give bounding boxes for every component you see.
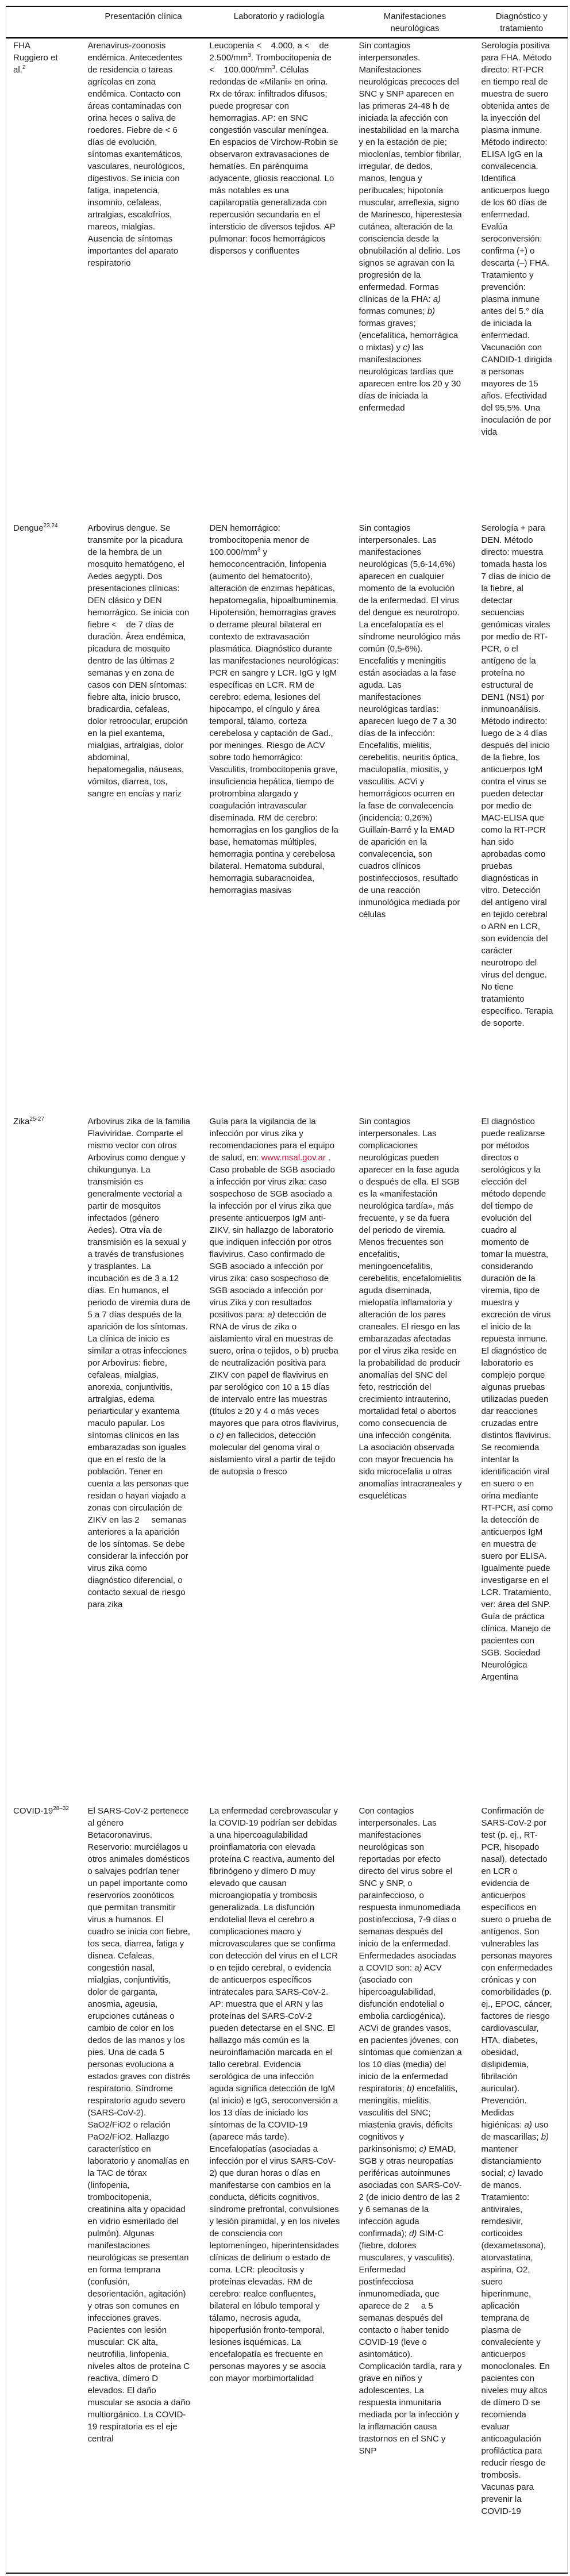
disease-name-cell <box>6 1804 83 2573</box>
list-marker: b) <box>427 306 436 316</box>
reference-superscript: 25-27 <box>29 1116 44 1122</box>
table-row-covid-19 <box>6 1804 568 2573</box>
msal-link[interactable]: www.msal.gov.ar <box>261 1152 326 1163</box>
cell-text: Arbovirus dengue. Se transmite por la picadura de la hembra de un mosquito hematógeno, el Aedes aegypti. Dos presentaciones clínicas: DEN clásico y DEN hemorrágico. Se inicia con fiebre < de 7 días de duración. Área endémica, picadura de mosquito dentro de las últimas 2 semanas y en zona de casos con DEN síntomas: fiebre alta, inicio brusco, bradicardia, cefaleas, dolor retroocular, erupción en la piel exantema, mialgias, artralgias, dolor abdominal, hepatomegalia, náuseas, vómitos, diarrea, tos, sangre en encías y nariz <box>87 523 190 799</box>
list-marker: c) <box>508 2168 515 2178</box>
table-header-row <box>6 6 568 38</box>
laboratorio-cell <box>205 1114 354 1804</box>
header-presentacion-clinica: Presentación clínica <box>105 12 182 21</box>
list-marker: a) <box>433 294 441 304</box>
header-diagnostico-tratamiento: Diagnóstico y tratamiento <box>495 12 548 33</box>
header-manifestaciones-neurologicas: Manifestaciones neurológicas <box>383 12 446 33</box>
disease-comparison-table <box>6 6 568 2574</box>
list-marker: c) <box>217 1430 224 1440</box>
cell-text: encefalitis, meningitis, mielitis, vasculitis del SNC; miastenia gravis, déficits cognitivos y parkinsonismo; <box>359 2083 458 2154</box>
list-marker: c) <box>419 2144 427 2154</box>
cell-text: EMAD, SGB y otras neuropatías periféricas autoinmunes asociadas con SARS-CoV-2 (de inicio dentro de las 2 y 6 semanas de la infección aguda confirmada); <box>359 2144 462 2238</box>
reference-superscript: 23,24 <box>43 522 58 529</box>
cell-text: . Caso probable de SGB asociado a infección por virus zika: caso sospechoso de SGB asociado a la infección por el virus zika que presente anticuerpos IgM anti-ZIKV, sin hallazgo de laboratorio que indiquen infección por otros flavivirus. Caso confirmado de SGB asociado a infección por virus zika: caso sospechoso de SGB asociado a infección por virus Zika y con resultados positivos para: <box>209 1152 335 1320</box>
table-row-zika <box>6 1114 568 1804</box>
disease-name: Zika <box>13 1116 30 1126</box>
cell-text: . Trombocitopenia de < 100.000/mm <box>209 53 332 75</box>
cell-text: El diagnóstico puede realizarse por métodos directos o serológicos y la elección del método depende del tiempo de evolución del cuadro al momento de tomar la muestra, considerando duración de la viremia, tipo de muestra y excreción de virus el inicio de la repuesta inmune. El diagnóstico de laboratorio es complejo porque algunas pruebas utilizadas pueden dar reacciones cruzadas entre distintos flavivirus. Se recomienda intentar la identificación viral en suero o en orina mediante RT-PCR, así como la detección de anticuerpos IgM en muestra de suero por ELISA. Igualmente puede investigarse en el LCR. Tratamiento, ver: área del SNP. Guía de práctica clínica. Manejo de pacientes con SGB. Sociedad Neurológica Argentina <box>481 1116 553 1682</box>
cell-text: SIM-C (fiebre, dolores musculares, y vasculitis). Enfermedad postinfecciosa inmunomediada, que aparece de 2 a 5 semanas después del contacto o haber tenido COVID-19 (leve o asintomático). Complicación tardía, rara y grave en niños y adolescentes. La respuesta inmunitaria mediada por la infección y la inflamación causa trastornos en el SNC y SNP <box>359 2228 462 2456</box>
presentacion-cell <box>83 1804 205 2573</box>
cell-text: Serología positiva para FHA. Método directo: RT-PCR en tiempo real de muestra de suero obtenida antes de la inyección del plasma inmune. Método indirecto: ELISA IgG en la convalecencia. Identifica anticuerpos luego de los 60 días de enfermedad. Evalúa seroconversión: confirma (+) o descarta (–) FHA. Tratamiento y prevención: plasma inmune antes del 5.° día de iniciada la enfermedad. Vacunación con CANDID-1 dirigida a personas mayores de 15 años. Efectividad del 95,5%. Una inoculación de por vida <box>481 41 552 437</box>
cell-text: Sin contagios interpersonales. Las complicaciones neurológicas pueden aparecer en la fase aguda o después de ella. El SGB es la «manifestación neurológica tardía», más frecuente, y se da fuera del periodo de viremia. Menos frecuentes son encefalitis, meningoencefalitis, cerebelitis, encefalomielitis aguda diseminada, mielopatía inflamatoria y alteración de los pares craneales. El riesgo en las embarazadas afectadas por el virus zika reside en la probabilidad de producir anomalías del SNC del feto, restricción del crecimiento intrauterino, mortalidad fetal o abortos como consecuencia de una infección congénita. La asociación observada con mayor frecuencia ha sido microcefalia u otras anomalías intracraneales y esqueléticas <box>359 1116 462 1501</box>
list-marker: a) <box>524 2119 532 2130</box>
table-row-fha <box>6 38 568 521</box>
superscript: 3 <box>248 52 251 59</box>
manifestaciones-cell <box>354 521 476 1114</box>
manifestaciones-cell <box>354 38 476 521</box>
cell-text: mantener distanciamiento social; <box>481 2144 541 2178</box>
list-marker: b) <box>406 2083 415 2094</box>
cell-text: La enfermedad cerebrovascular y la COVID-19 podrían ser debidas a una hipercoagulabilidad proinflamatoria con elevada proteína C reactiva, aumento del fibrinógeno y dímero D muy elevado que causan microangiopatía y trombosis generalizada. La disfunción endotelial lleva el cerebro a complicaciones macro y microvasculares que se confirma con detección del virus en el LCR o en tejido cerebral, o evidencia de anticuerpos específicos intratecales para SARS-CoV-2. AP: muestra que el ARN y las proteínas del SARS-CoV-2 pueden detectarse en el SNC. El hallazgo más común es la neuroinflamación marcada en el tallo cerebral. Evidencia serológica de una infección aguda significa detección de IgM (al inicio) e IgG, seroconversión a los 13 días de iniciado los síntomas de la COVID-19 (aparece más tarde). Encefalopatías (asociadas a infección por el virus SARS-CoV-2) que duran horas o días en manifestarse con cambios en la conducta, déficits cognitivos, síndrome prefrontal, convulsiones y lesión piramidal, y en los niveles de consciencia con leptomeníngeo, hiperintensidades clínicas de delirium o estado de coma. LCR: pleocitosis y proteínas elevadas. RM de cerebro: realce confluentes, bilateral en lóbulo temporal y tálamo, necrosis aguda, hipoperfusión fronto-temporal, lesiones isquémicas. La encefalopatía es frecuente en personas mayores y se asocia con mayor morbimortalidad <box>209 1805 340 2383</box>
list-marker: b) <box>541 2132 549 2142</box>
disease-reference: Ruggiero et al. <box>13 53 58 75</box>
header-laboratorio-radiologia: Laboratorio y radiología <box>233 12 325 21</box>
list-marker: d) <box>409 2228 417 2238</box>
disease-name: FHA <box>13 41 30 51</box>
header-disease <box>6 6 83 38</box>
cell-text: Leucopenia < 4.000, a < de 2.500/mm <box>209 41 329 63</box>
superscript: 3 <box>272 64 275 71</box>
disease-name-cell <box>6 38 83 521</box>
list-marker: a) <box>267 1309 275 1320</box>
list-marker: c) <box>403 343 410 352</box>
diagnostico-cell <box>476 38 568 521</box>
manifestaciones-cell <box>354 1114 476 1804</box>
disease-name: Dengue <box>13 523 44 533</box>
cell-text: Con contagios interpersonales. Las manifestaciones neurológicas son reportadas por efecto directo del virus sobre el SNC y SNP, o parainfeccioso, o respuesta inmunomediada postinfecciosa, 7-9 días o semanas después del inicio de la enfermedad. Enfermedades asociadas a COVID son: <box>359 1805 461 1973</box>
reference-superscript: 28–32 <box>53 1805 69 1812</box>
laboratorio-cell <box>205 521 354 1114</box>
reference-superscript: 2 <box>22 64 26 71</box>
presentacion-cell <box>83 521 205 1114</box>
cell-text: en fallecidos, detección molecular del genoma viral o aislamiento viral a partir de tejido de autopsia o fresco <box>209 1430 336 1477</box>
laboratorio-cell <box>205 1804 354 2573</box>
cell-text: Sin contagios interpersonales. Las manifestaciones neurológicas (5,6-14,6%) aparecen en cualquier momento de la evolución de la enfermedad. El virus del dengue es neurotropo. La encefalopatía es el síndrome neurológico más común (0,5-6%). Encefalitis y meningitis están asociadas a la fase aguda. Las manifestaciones neurológicas tardías: aparecen luego de 7 a 30 días de la infección: Encefalitis, mielitis, cerebelitis, neuritis óptica, maculopatía, miositis, y vasculitis. ACVi y hemorrágicos ocurren en la fase de convalecencia (incidencia: 0,26%) Guillain-Barré y la EMAD de aparición en la convalecencia, son cuadros clínicos postinfecciosos, resultado de una reacción inmunológica mediada por células <box>359 523 461 919</box>
disease-name: COVID-19 <box>13 1805 53 1816</box>
disease-name-cell <box>6 521 83 1114</box>
diagnostico-cell <box>476 1114 568 1804</box>
cell-text: DEN hemorrágico: trombocitopenia menor de 100.000/mm <box>209 523 310 557</box>
diagnostico-cell <box>476 521 568 1114</box>
diagnostico-cell <box>476 1804 568 2573</box>
cell-text: ACV (asociado con hipercoagulabilidad, disfunción endotelial o embolia cardiogénica). ACVi de grandes vasos, en pacientes jóvenes, con síntomas que comienzan a los 10 días (media) del inicio de la enfermedad respiratoria; <box>359 1962 462 2094</box>
superscript: 3 <box>257 546 261 553</box>
cell-text: Serología + para DEN. Método directo: muestra tomada hasta los 7 días de inicio de la fiebre, al detectar secuencias genómicas virales por medio de RT-PCR, o el antígeno de la proteína no estructural de DEN1 (NS1) por inmunoanálisis. Método indirecto: luego de ≥ 4 días después del inicio de la fiebre, los anticuerpos IgM contra el virus se pueden detectar por medio de MAC-ELISA que como la RT-PCR han sido aprobadas como pruebas diagnósticas in vitro. Detección del antígeno viral en tejido cerebral o ARN en LCR, son evidencia del carácter neurotropo del virus del dengue. No tiene tratamiento específico. Terapia de soporte. <box>481 523 553 1028</box>
cell-text: El SARS-CoV-2 pertenece al género Betacoronavirus. Reservorio: murciélagos u otros animales domésticos o salvajes podrían tener un papel importante como reservorios zoonóticos que permitan transmitir virus a humanos. El cuadro se inicia con fiebre, tos seca, diarrea, fatiga y disnea. Cefaleas, congestión nasal, mialgias, conjuntivitis, dolor de garganta, anosmia, ageusia, erupciones cutáneas o cambio de color en los dedos de las manos y los pies. Una de cada 5 personas evoluciona a estados graves con distrés respiratorio. Síndrome respiratorio agudo severo (SARS-CoV-2). SaO2/FiO2 o relación PaO2/FiO2. Hallazgo característico en laboratorio y anomalías en la TAC de tórax (linfopenia, trombocitopenia, creatinina alta y opacidad en vidrio esmerilado del pulmón). Algunas manifestaciones neurológicas se presentan en forma temprana (confusión, desorientación, agitación) y otras son comunes en infecciones graves. Pacientes con lesión muscular: CK alta, neutrofilia, linfopenia, niveles altos de proteína C reactiva, dímero D elevados. El daño muscular se asocia a daño multiorgánico. La COVID-19 respiratoria es el eje central <box>87 1805 190 2444</box>
cell-text: Confirmación de SARS-CoV-2 por test (p. ej., RT-PCR, hisopado nasal), detectado en LCR o evidencia de anticuerpos específicos en suero o prueba de antígenos. Son vulnerables las personas mayores con enfermedades crónicas y con comorbilidades (p. ej., EPOC, cáncer, factores de riesgo cardiovascular, HTA, diabetes, obesidad, dislipidemia, fibrilación auricular). Prevención. Medidas higiénicas: <box>481 1805 553 2130</box>
cell-text: y hemoconcentración, linfopenia (aumento del hematocrito), alteración de enzimas hepáticas, hepatomegalia, hipoalbuminemia. Hipotensión, hemorragias graves o derrame pleural bilateral en contexto de extravasación plasmática. Diagnóstico durante las manifestaciones neurológicas: PCR en sangre y LCR. IgG y IgM específicas en LCR. RM de cerebro: edema, lesiones del hipocampo, el cíngulo y área temporal, tálamo, corteza cerebelosa y captación de Gad., por meninges. Riesgo de ACV sobre todo hemorrágico: Vasculitis, trombocitopenia grave, insuficiencia hepática, tiempo de protrombina alargado y coagulación intravascular diseminada. RM de cerebro: hemorragias en los ganglios de la base, hematomas múltiples, hemorragia pontina y cerebelosa bilateral. Hematoma subdural, hemorragia subaracnoidea, hemorragias masivas <box>209 547 339 895</box>
cell-text: formas graves; (encefalítica, hemorrágica o mixtas) y <box>359 319 459 352</box>
cell-text: detección de RNA de virus de zika o aislamiento viral en muestras de suero, orina o tejidos, o b) prueba de neutralización positiva para ZIKV con papel de flavivirus en par serológico con 10 a 15 días de intervalo entre las muestras (títulos ≥ 20 y 4 o más veces mayores que para otros flavivirus, o <box>209 1309 339 1440</box>
manifestaciones-cell <box>354 1804 476 2573</box>
cell-text: las manifestaciones neurológicas tardías que aparecen entre los 20 y 30 días de iniciada la enfermedad <box>359 343 461 413</box>
presentacion-cell <box>83 1114 205 1804</box>
cell-text: uso de mascarillas; <box>481 2119 549 2142</box>
cell-text: Arenavirus-zoonosis endémica. Antecedentes de residencia o tareas agrícolas en zona endémica. Contacto con áreas contaminadas con orina heces o saliva de roedores. Fiebre de < 6 días de evolución, síntomas exantemáticos, vasculares, neurológicos, digestivos. Se inicia con fatiga, inapetencia, insomnio, cefaleas, artralgias, escalofríos, mareos, mialgias. Ausencia de síntomas importantes del aparato respiratorio <box>87 41 185 268</box>
cell-text: Sin contagios interpersonales. Manifestaciones neurológicas precoces del SNC y SNP aparecen en las primeras 24-48 h de iniciada la afección con inestabilidad en la marcha y en la estación de pie; mioclonías, temblor fibrilar, irregular, de dedos, manos, lengua y peribucales; hipotonía muscular, arreflexia, signo de Marinesco, hiperestesia cutánea, alteración de la consciencia desde la obnubilación al delirio. Los signos se agravan con la progresión de la enfermedad. Formas clínicas de la FHA: <box>359 41 462 304</box>
cell-text: lavado de manos. Tratamiento: antivirales, remdesivir, corticoides (dexametasona), atorvastatina, aspirina, O2, suero hiperinmune, aplicación temprana de plasma de convaleciente y anticuerpos monoclonales. En pacientes con niveles muy altos de dímero D se recomienda evaluar anticoagulación profiláctica para reducir riesgo de trombosis. Vacunas para prevenir la COVID-19 <box>481 2168 550 2516</box>
presentacion-cell <box>83 38 205 521</box>
disease-name-cell <box>6 1114 83 1804</box>
laboratorio-cell <box>205 38 354 521</box>
list-marker: a) <box>414 1962 422 1973</box>
cell-text: formas comunes; <box>359 306 428 316</box>
cell-text: Guía para la vigilancia de la infección por virus zika y recomendaciones para el equipo de salud, en: <box>209 1116 335 1163</box>
table-row-dengue <box>6 521 568 1114</box>
cell-text: . Células redondas de «Milani» en orina. Rx de tórax: infiltrados difusos; puede progresar con hemorragias. AP: en SNC congestión vascular meníngea. En espacios de Virchow-Robin se observaron extravasaciones de hematíes. En parénquima adyacente, gliosis reaccional. Lo más notables es una capilaropatía generalizada con repercusión secundaria en el intersticio de diversos tejidos. AP pulmonar: focos hemorrágicos dispersos y confluentes <box>209 65 338 256</box>
cell-text: Arbovirus zika de la familia Flaviviridae. Comparte el mismo vector con otros Arbovirus como dengue y chikungunya. La transmisión es generalmente vectorial a partir de mosquitos infectados (género Aedes). Otra vía de transmisión es la sexual y a través de transfusiones y trasplantes. La incubación es de 3 a 12 días. En humanos, el periodo de viremia dura de 5 a 7 días después de la aparición de los síntomas. La clínica de inicio es similar a otras infecciones por Arbovirus: fiebre, cefaleas, mialgias, anorexia, conjuntivitis, artralgias, edema periarticular y exantema maculo papular. Los síntomas clínicos en las embarazadas son iguales que en el resto de la población. Tener en cuenta a las personas que residan o hayan viajado a zonas con circulación de ZIKV en las 2 semanas anteriores a la aparición de los síntomas. Se debe considerar la infección por virus zika como diagnóstico diferencial, o contacto sexual de riesgo para zika <box>87 1116 190 1609</box>
